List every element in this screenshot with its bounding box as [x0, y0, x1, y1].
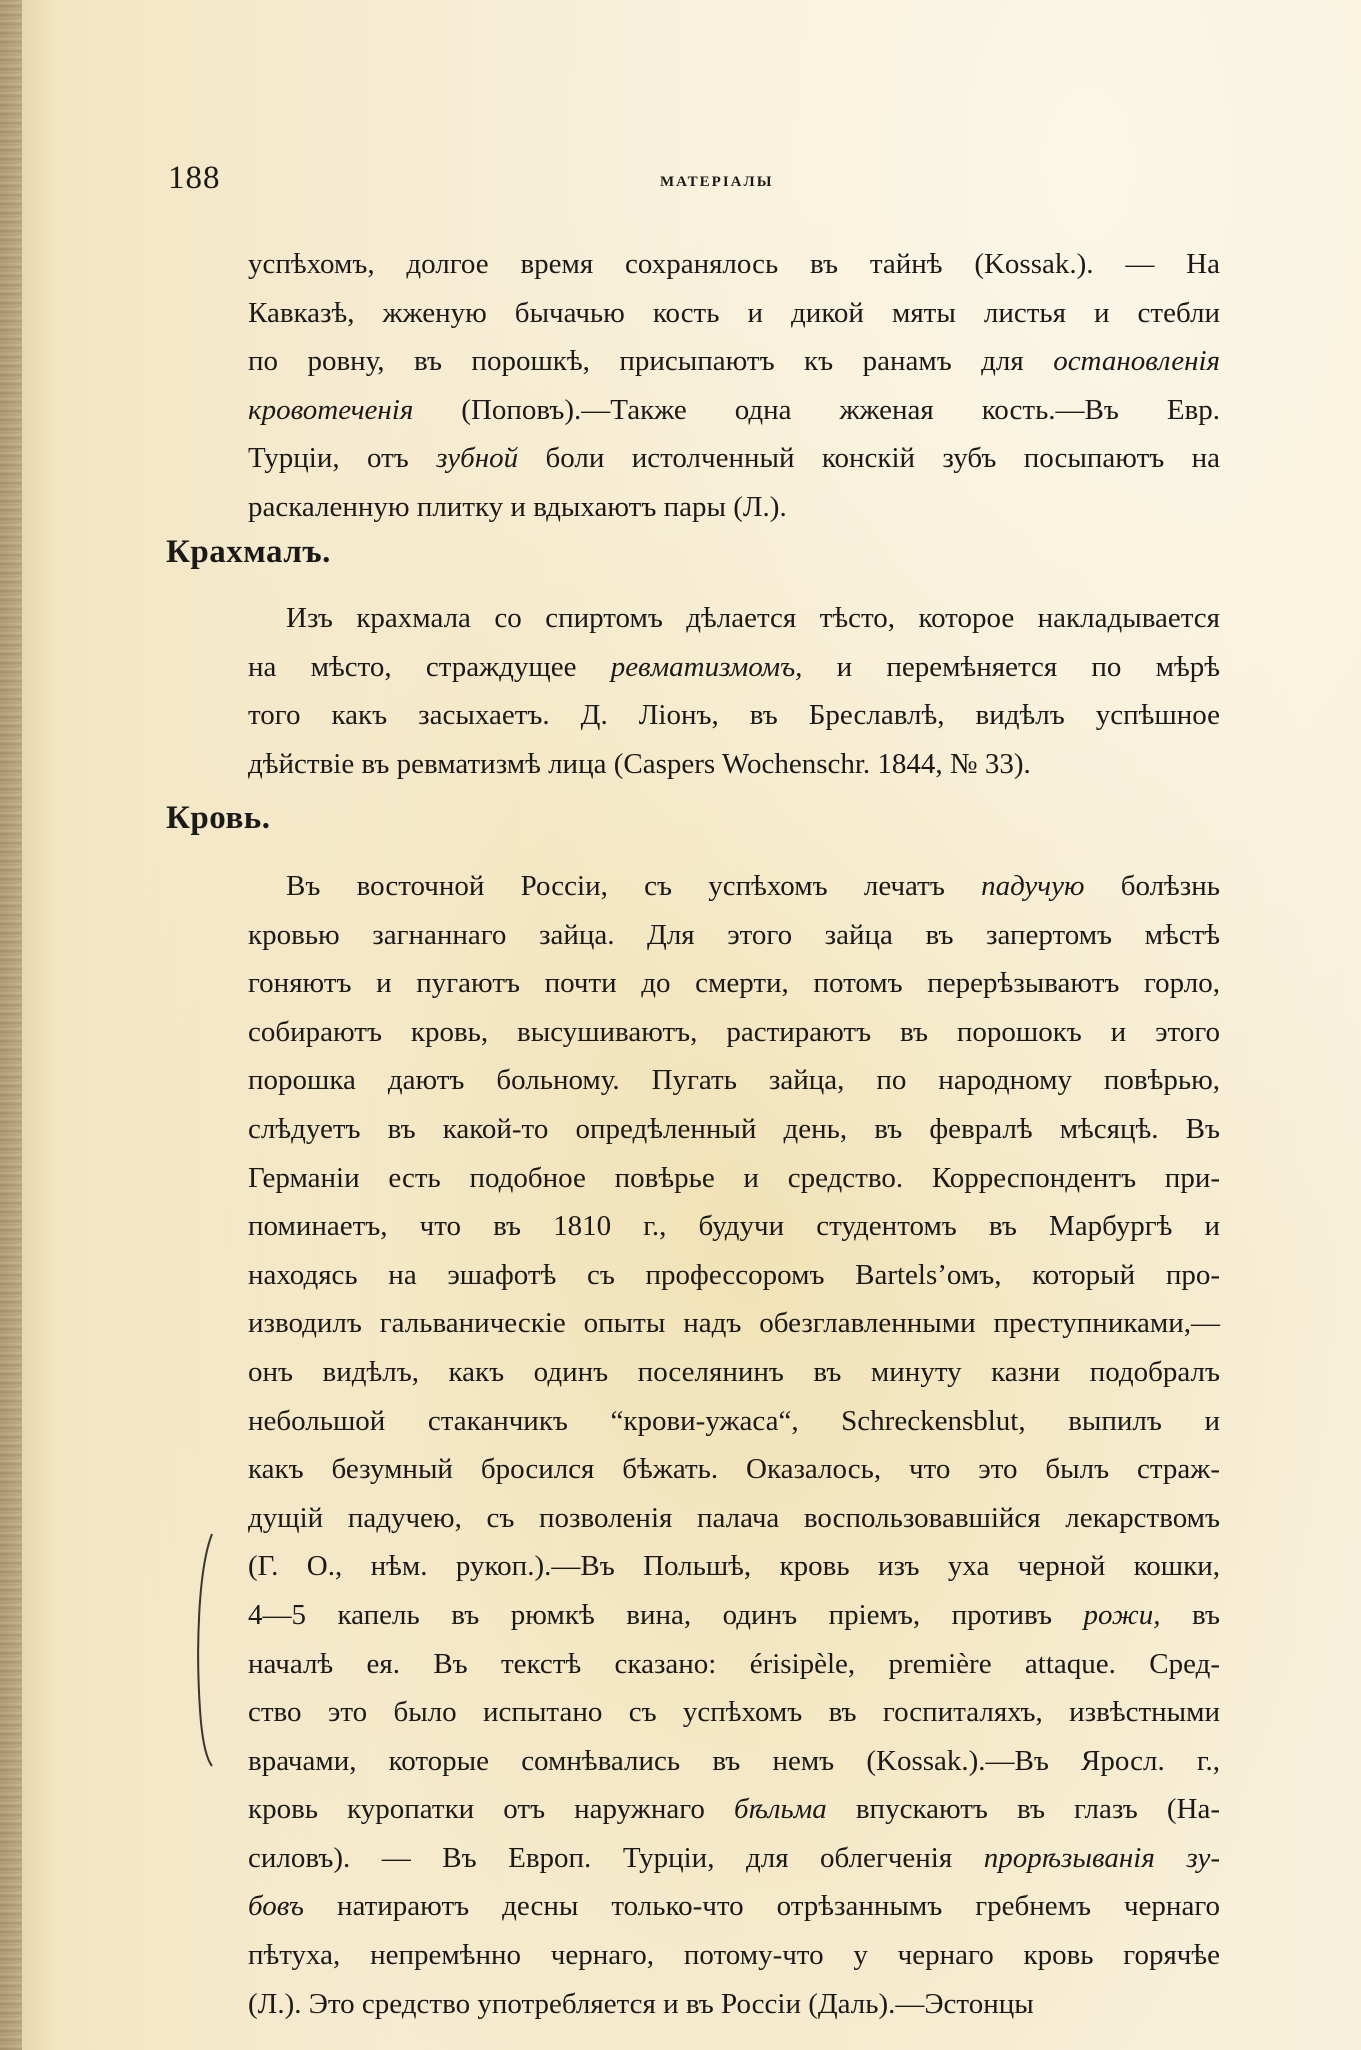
text-line: [248, 594, 1220, 643]
text-line: [248, 1834, 1220, 1883]
text-line: [248, 289, 1220, 338]
paragraph-krakhmal: [248, 594, 1220, 788]
text-run: натираютъ десны только-что отрѣзаннымъ гребнемъ чернаго: [303, 1890, 1220, 1923]
page-number: 188: [168, 160, 221, 196]
text-line: [248, 337, 1220, 386]
text-run: Германіи есть подобное повѣрье и средство. Корреспондентъ при-: [248, 1161, 1220, 1194]
text-line: [248, 862, 1220, 911]
text-run: ство это было испытано съ успѣхомъ въ госпиталяхъ, извѣстными: [248, 1696, 1220, 1729]
binding-edge: [0, 0, 22, 2050]
text-line: [248, 1591, 1220, 1640]
text-run: дѣйствіе въ ревматизмѣ лица (Caspers Wochenschr. 1844, № 33).: [248, 747, 1031, 780]
paragraph-continuation: [248, 240, 1220, 532]
italic-text: падучую: [981, 870, 1085, 902]
text-line: [248, 1154, 1220, 1203]
italic-text: ревматизмомъ,: [610, 650, 803, 683]
text-run: слѣдуетъ въ какой-то опредѣленный день, въ февралѣ мѣсяцѣ. Въ: [248, 1112, 1220, 1145]
running-head: МАТЕРІАЛЫ: [660, 174, 774, 190]
section-heading-krov: Кровь.: [166, 800, 271, 836]
text-line: [248, 1785, 1220, 1834]
paragraph-krov: [248, 862, 1220, 2028]
text-line: [248, 1105, 1220, 1154]
text-run: небольшой стаканчикъ “крови-ужаса“, Schreckensblut, выпилъ и: [248, 1404, 1220, 1437]
text-line: [248, 1299, 1220, 1348]
text-run: кровь куропатки отъ наружнаго: [248, 1793, 734, 1826]
text-line: [248, 740, 1220, 789]
italic-text: кровотеченія: [248, 393, 414, 426]
text-run: какъ безумный бросился бѣжать. Оказалось, что это былъ страж-: [248, 1453, 1220, 1486]
italic-text: прорѣзыванія зу-: [983, 1841, 1220, 1874]
text-run: собираютъ кровь, высушиваютъ, растираютъ въ порошокъ и этого: [248, 1015, 1220, 1048]
text-line: [248, 911, 1220, 960]
section-heading-krakhmal: Крахмалъ.: [166, 534, 331, 570]
text-run: Турціи, отъ: [248, 442, 437, 475]
text-line: [248, 959, 1220, 1008]
text-line: [248, 1688, 1220, 1737]
text-run: изводилъ гальваническіе опыты надъ обезглавленными преступниками,—: [248, 1307, 1220, 1340]
text-line: [248, 1445, 1220, 1494]
text-line: [248, 1202, 1220, 1251]
margin-bracket-mark: [190, 1530, 220, 1770]
text-run: того какъ засыхаетъ. Д. Ліонъ, въ Бреславлѣ, видѣлъ успѣшное: [248, 699, 1220, 732]
text-run: поминаетъ, что въ 1810 г., будучи студентомъ въ Марбургѣ и: [248, 1210, 1220, 1243]
text-line: [248, 1640, 1220, 1689]
text-run: (Поповъ).—Также одна жженая кость.—Въ Евр.: [413, 393, 1220, 426]
text-run: боли истолченный конскій зубъ посыпаютъ на: [518, 442, 1220, 475]
text-run: впускаютъ въ глазъ (На-: [826, 1793, 1220, 1826]
italic-text: бовъ: [248, 1890, 304, 1923]
text-run: въ: [1160, 1598, 1220, 1631]
text-line: [248, 483, 1220, 532]
text-line: [248, 1251, 1220, 1300]
text-line: [248, 1008, 1220, 1057]
text-line: [248, 1737, 1220, 1786]
page-header: [168, 160, 1228, 200]
text-line: [248, 691, 1220, 740]
text-run: Кавказѣ, жженую бычачью кость и дикой мяты листья и стебли: [248, 296, 1220, 329]
text-run: порошка даютъ больному. Пугать зайца, по народному повѣрью,: [248, 1064, 1220, 1097]
text-run: кровью загнаннаго зайца. Для этого зайца въ запертомъ мѣстѣ: [248, 918, 1220, 951]
text-run: (Л.). Это средство употребляется и въ Россіи (Даль).—Эстонцы: [248, 1987, 1034, 2020]
text-run: силовъ). — Въ Европ. Турціи, для облегченія: [248, 1841, 984, 1874]
text-run: на мѣсто, страждущее: [248, 650, 611, 683]
text-run: и перемѣняется по мѣрѣ: [802, 650, 1220, 683]
text-run: находясь на эшафотѣ съ профессоромъ Bartels’омъ, который про-: [248, 1258, 1220, 1291]
text-line: [248, 1980, 1220, 2029]
text-run: Изъ крахмала со спиртомъ дѣлается тѣсто, которое накладывается: [286, 602, 1220, 634]
text-line: [248, 1494, 1220, 1543]
text-run: по ровну, въ порошкѣ, присыпаютъ къ ранамъ для: [248, 345, 1054, 378]
italic-text: бѣльма: [733, 1793, 827, 1826]
text-line: [248, 1542, 1220, 1591]
text-line: [248, 643, 1220, 692]
text-line: [248, 240, 1220, 289]
text-run: успѣхомъ, долгое время сохранялось въ тайнѣ (Kossak.). — На: [248, 248, 1220, 280]
text-line: [248, 1882, 1220, 1931]
text-line: [248, 1056, 1220, 1105]
text-line: [248, 386, 1220, 435]
italic-text: остановленія: [1053, 345, 1220, 378]
text-run: врачами, которые сомнѣвались въ немъ (Kossak.).—Въ Яросл. г.,: [248, 1744, 1220, 1777]
italic-text: зубной: [436, 442, 519, 475]
text-run: пѣтуха, непремѣнно чернаго, потому-что у чернаго кровь горячѣе: [248, 1939, 1220, 1972]
text-run: началѣ ея. Въ текстѣ сказано: érisipèle, première attaque. Сред-: [248, 1647, 1220, 1680]
text-line: [248, 1931, 1220, 1980]
text-line: [248, 1397, 1220, 1446]
text-run: раскаленную плитку и вдыхаютъ пары (Л.).: [248, 490, 787, 523]
italic-text: рожи,: [1083, 1598, 1161, 1631]
text-line: [248, 1348, 1220, 1397]
text-run: дущій падучею, съ позволенія палача воспользовавшійся лекарствомъ: [248, 1501, 1220, 1534]
text-run: 4—5 капель въ рюмкѣ вина, одинъ пріемъ, противъ: [248, 1598, 1084, 1631]
text-run: онъ видѣлъ, какъ одинъ поселянинъ въ минуту казни подобралъ: [248, 1355, 1220, 1388]
text-run: (Г. О., нѣм. рукоп.).—Въ Польшѣ, кровь изъ уха черной кошки,: [248, 1550, 1220, 1583]
text-line: [248, 434, 1220, 483]
text-run: гоняютъ и пугаютъ почти до смерти, потомъ перерѣзываютъ горло,: [248, 967, 1220, 1000]
text-run: болѣзнь: [1084, 870, 1221, 902]
text-run: Въ восточной Россіи, съ успѣхомъ лечатъ: [286, 870, 982, 902]
